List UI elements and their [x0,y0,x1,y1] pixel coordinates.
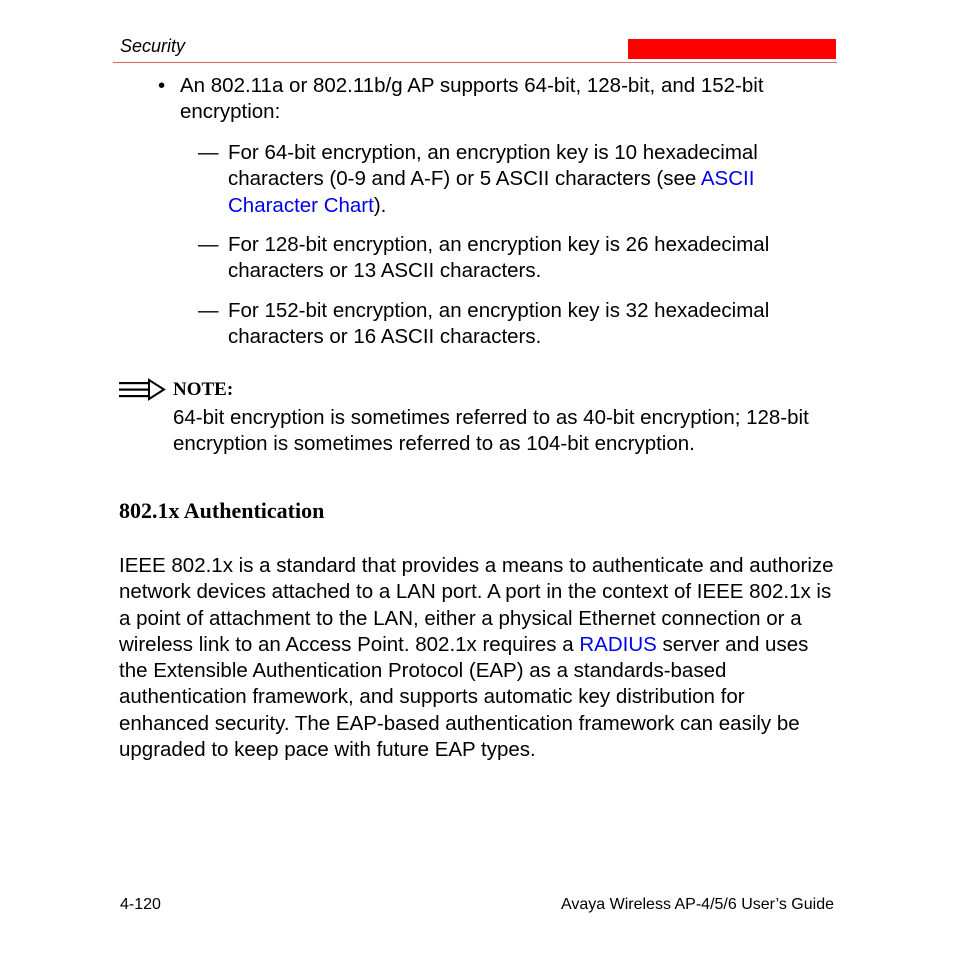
note-label: NOTE: [173,379,234,400]
radius-link[interactable]: RADIUS [579,632,657,656]
ascii-chart-link[interactable]: ASCII Character Chart [228,167,755,217]
sub-item-text: For 152-bit encryption, an encryption key is 32 hexadecimal characters or 16 ASCII characters. [228,299,770,349]
bullet-text: An 802.11a or 802.11b/g AP supports 64-bit, 128-bit, and 152-bit encryption: [180,74,764,124]
running-header-title: Security [120,36,186,56]
paragraph-text-before: IEEE 802.1x is a standard that provides a means to authenticate and authorize network devices attached to a LAN port. A port in the context of IEEE 802.1x is a point of attachment to the LAN, either a physical Ethernet connection or a wireless link to an Access Point. 802.1x requires a [119,554,834,656]
sub-item-text-after: ). [373,193,387,217]
sub-item-text: For 128-bit encryption, an encryption key is 26 hexadecimal characters or 13 ASCII characters. [228,233,770,283]
page-number: 4-120 [120,896,161,913]
sub-item-text [228,140,838,219]
sub-item-text-before: For 64-bit encryption, an encryption key is 10 hexadecimal characters (0-9 and A-F) or 5 ASCII characters (see [228,141,758,191]
dash-marker: — [198,141,219,164]
bullet-marker: • [158,74,166,97]
section-paragraph [119,553,839,763]
header-accent-bar [628,39,836,59]
guide-title: Avaya Wireless AP-4/5/6 User’s Guide [560,896,834,913]
section-heading: 802.1x Authentication [119,498,325,523]
note-arrow-icon [118,378,166,402]
dash-marker: — [198,299,219,322]
note-text: 64-bit encryption is sometimes referred to as 40-bit encryption; 128-bit encryption is sometimes referred to as 104-bit encryption. [173,406,809,456]
paragraph-text-after: server and uses the Extensible Authentication Protocol (EAP) as a standards-based authentication framework, and supports automatic key distribution for enhanced security. The EAP-based authentication framework can easily be upgraded to keep pace with future EAP types. [119,632,809,762]
header-rule [113,62,837,63]
dash-marker: — [198,233,219,256]
